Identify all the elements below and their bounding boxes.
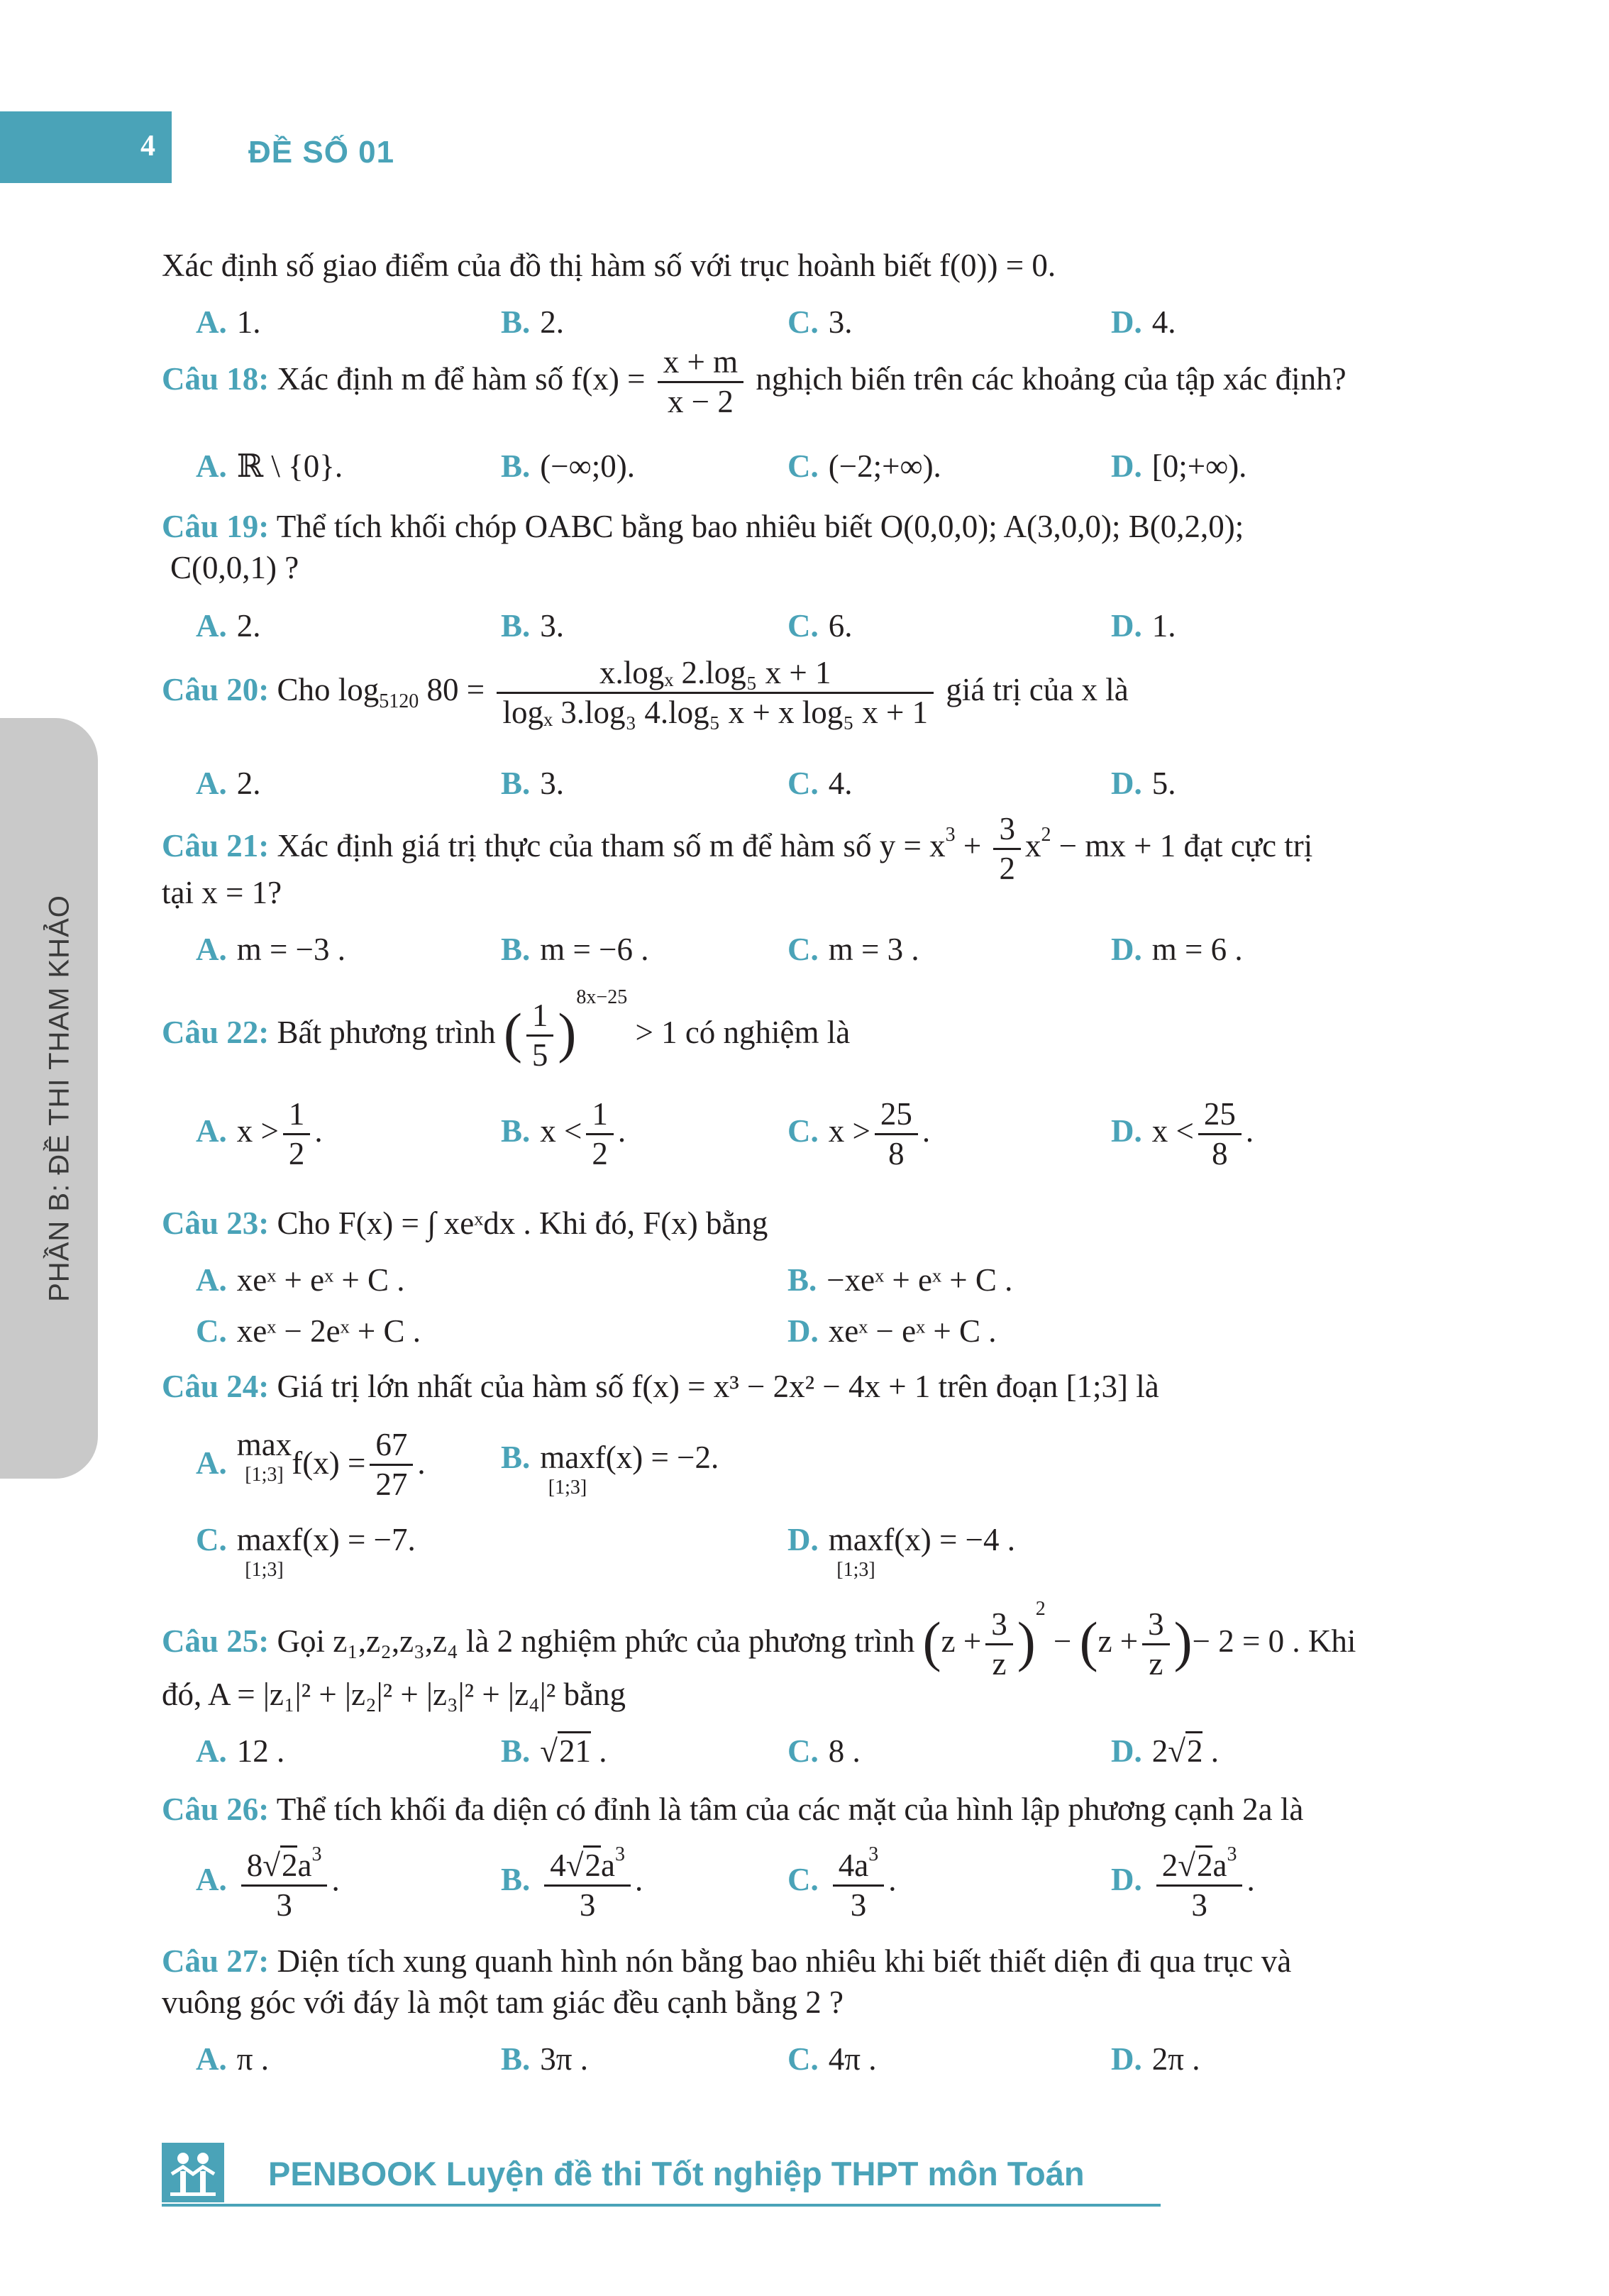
q19-option-c: C. 6. — [787, 608, 853, 644]
q19-option-a: A. 2. — [196, 608, 261, 644]
q23-option-d: D. xeˣ − eˣ + C . — [787, 1313, 997, 1349]
q27-option-c: C. 4π . — [787, 2041, 877, 2077]
exam-title: ĐỀ SỐ 01 — [248, 135, 395, 170]
q20-option-a: A. 2. — [196, 766, 261, 801]
q21-option-c: C. m = 3 . — [787, 932, 919, 967]
q27-option-a: A. π . — [196, 2041, 269, 2077]
q24-option-c: C. max [1;3] f(x) = −7. — [196, 1522, 416, 1581]
q23-stem: Câu 23: Cho F(x) = ∫ xeˣdx . Khi đó, F(x) bằng — [162, 1205, 768, 1241]
q17-text: Xác định số giao điểm của đồ thị hàm số với trục hoành biết f(0)) = 0. — [162, 248, 1056, 283]
q23-option-b: B. −xeˣ + eˣ + C . — [787, 1262, 1013, 1298]
q24-option-d: D. max [1;3] f(x) = −4 . — [787, 1522, 1015, 1581]
q23-option-a: A. xeˣ + eˣ + C . — [196, 1262, 405, 1298]
q21-option-d: D. m = 6 . — [1111, 932, 1243, 967]
q24-stem: Câu 24: Giá trị lớn nhất của hàm số f(x) = x³ − 2x² − 4x + 1 trên đoạn [1;3] là — [162, 1369, 1159, 1404]
q24-option-b: B. max [1;3] f(x) = −2. — [501, 1440, 719, 1499]
q19-option-b: B. 3. — [501, 608, 565, 644]
q24-option-a: A.max [1;3] f(x) = $\frac{67}{27}$ . — [196, 1427, 426, 1502]
q20-option-c: C. 4. — [787, 766, 853, 801]
q21-option-b: B. m = −6 . — [501, 932, 649, 967]
q25-option-a: A. 12 . — [196, 1733, 285, 1769]
q26-option-c: C. $\frac{4a^3}{3}$ . — [787, 1843, 897, 1923]
q22-option-d: D. x < $\frac{25}{8}$ . — [1111, 1096, 1254, 1171]
q21-fraction: $\frac{3}{2}$ — [993, 813, 1021, 885]
q18-option-a: A. ℝ \ {0}. — [196, 448, 343, 484]
q20-option-d: D. 5. — [1111, 766, 1176, 801]
q21-option-a: A. m = −3 . — [196, 932, 346, 967]
q26-option-b: B. $\frac{4√2a^3}{3}$ . — [501, 1843, 643, 1923]
q25-option-b: B. √21 . — [501, 1735, 607, 1767]
q25-stem-line-1: Câu 25: Gọi z₁,z₂,z₃,z₄ là 2 nghiệm phức của phương trình (z + $\frac{3}{z}$ )$^2$ − (z + $\frac{3}{z}$ )− 2 = 0 . Khi — [162, 1598, 1356, 1682]
q26-option-a: A. $\frac{8√2a^3}{3}$ . — [196, 1843, 340, 1923]
footer-rule — [162, 2204, 1161, 2207]
page-number: 4 — [140, 130, 155, 162]
q22-option-c: C. x > $\frac{25}{8}$ . — [787, 1096, 931, 1171]
q18-fraction: $\frac{x + m}{x - 2}$ — [658, 346, 743, 418]
q26-option-d: D. $\frac{2√2a^3}{3}$ . — [1111, 1843, 1255, 1923]
q19-stem-line-2: C(0,0,1) ? — [170, 550, 299, 585]
q25-stem-line-2: đó, A = |z₁|² + |z₂|² + |z₃|² + |z₄|² bằng — [162, 1677, 626, 1712]
q18-option-c: C. (−2;+∞). — [787, 448, 941, 484]
q17-option-b: B. 2. — [501, 304, 565, 340]
footer-title: PENBOOK Luyện đề thi Tốt nghiệp THPT môn Toán — [268, 2155, 1085, 2192]
side-tab-label: PHẦN B: ĐỀ THI THAM KHẢO — [43, 895, 75, 1302]
q18-option-b: B. (−∞;0). — [501, 448, 635, 484]
q19-stem-line-1: Câu 19: Thể tích khối chóp OABC bằng bao nhiêu biết O(0,0,0); A(3,0,0); B(0,2,0); — [162, 509, 1244, 544]
q27-stem-line-1: Câu 27: Diện tích xung quanh hình nón bằng bao nhiêu khi biết thiết diện đi qua trục và — [162, 1943, 1292, 1979]
q22-option-b: B. x < $\frac{1}{2}$ . — [501, 1096, 626, 1171]
q22-option-a: A. x > $\frac{1}{2}$ . — [196, 1096, 323, 1171]
q20-option-b: B. 3. — [501, 766, 565, 801]
q25-option-c: C. 8 . — [787, 1733, 861, 1769]
q20-stem: Câu 20: Cho $\log_{5120} 80$ = $\frac{\text{x.logₓ 2.log₅ x + 1}}{\text{logₓ 3.log₃ 4.log₅ x + x log₅ x + 1}}$ giá trị của x là — [162, 655, 1129, 730]
q17-option-d: D. 4. — [1111, 304, 1176, 340]
q27-option-b: B. 3π . — [501, 2041, 588, 2077]
q21-stem-line-1: Câu 21: Xác định giá trị thực của tham số m để hàm số $y = x^3$ + $\frac{3}{2}$ $x^2$ − mx + 1 đạt cực trị — [162, 811, 1313, 886]
q18-stem: Câu 18: Xác định m để hàm số f(x) = $\frac{x + m}{x - 2}$ nghịch biến trên các khoảng của tập xác định? — [162, 344, 1347, 419]
q17-option-c: C. 3. — [787, 304, 853, 340]
penbook-logo-icon — [162, 2143, 224, 2202]
q21-stem-line-2: tại x = 1? — [162, 875, 282, 910]
q18-option-d: D. [0;+∞). — [1111, 448, 1247, 484]
q19-option-d: D. 1. — [1111, 608, 1176, 644]
q17-option-a: A. 1. — [196, 304, 261, 340]
q27-option-d: D. 2π . — [1111, 2041, 1200, 2077]
q23-option-c: C. xeˣ − 2eˣ + C . — [196, 1313, 421, 1349]
q22-stem: Câu 22: Bất phương trình ( $\frac{1}{5}$ )$^{8x-25}$ > 1 có nghiệm là — [162, 986, 851, 1074]
q25-option-d: D. 2√2 . — [1111, 1735, 1219, 1767]
q22-fraction: $\frac{1}{5}$ — [526, 1000, 554, 1071]
q27-stem-line-2: vuông góc với đáy là một tam giác đều cạnh bằng 2 ? — [162, 1985, 844, 2020]
q20-fraction: $\frac{\text{x.logₓ 2.log₅ x + 1}}{\text{logₓ 3.log₃ 4.log₅ x + x log₅ x + 1}}$ — [497, 657, 934, 729]
q26-stem: Câu 26: Thể tích khối đa diện có đỉnh là tâm của các mặt của hình lập phương cạnh 2a là — [162, 1792, 1304, 1827]
